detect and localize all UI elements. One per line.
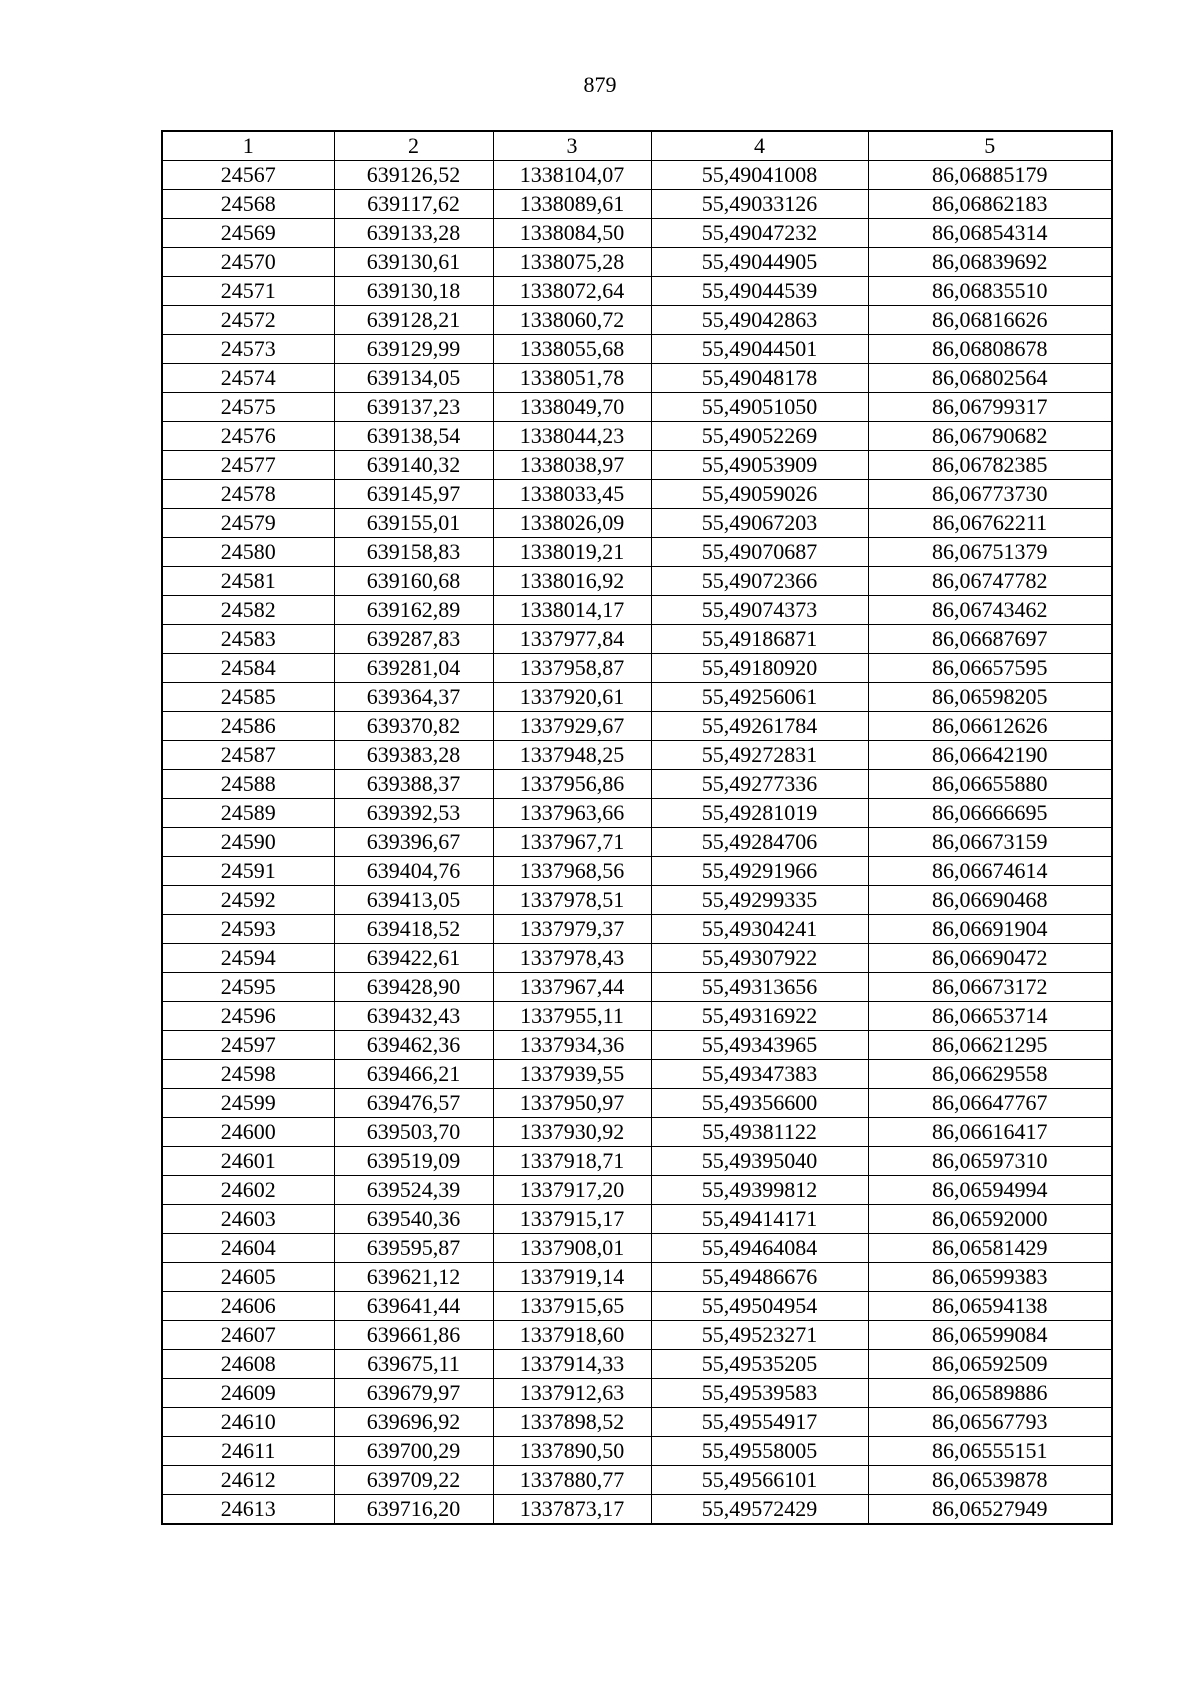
x-coordinate-cell: 639524,39 xyxy=(334,1176,493,1205)
y-coordinate-cell: 1338014,17 xyxy=(493,596,651,625)
table-row xyxy=(162,1321,1112,1350)
point-number-cell: 24599 xyxy=(162,1089,334,1118)
table-row xyxy=(162,828,1112,857)
point-number-cell: 24607 xyxy=(162,1321,334,1350)
table-row xyxy=(162,1466,1112,1495)
point-number-cell: 24589 xyxy=(162,799,334,828)
point-number-cell: 24597 xyxy=(162,1031,334,1060)
point-number-cell: 24575 xyxy=(162,393,334,422)
latitude-cell: 55,49070687 xyxy=(651,538,868,567)
longitude-cell: 86,06589886 xyxy=(868,1379,1112,1408)
table-row xyxy=(162,973,1112,1002)
y-coordinate-cell: 1337978,43 xyxy=(493,944,651,973)
y-coordinate-cell: 1337939,55 xyxy=(493,1060,651,1089)
longitude-cell: 86,06629558 xyxy=(868,1060,1112,1089)
y-coordinate-cell: 1338055,68 xyxy=(493,335,651,364)
point-number-cell: 24594 xyxy=(162,944,334,973)
point-number-cell: 24581 xyxy=(162,567,334,596)
x-coordinate-cell: 639370,82 xyxy=(334,712,493,741)
point-number-cell: 24585 xyxy=(162,683,334,712)
x-coordinate-cell: 639503,70 xyxy=(334,1118,493,1147)
y-coordinate-cell: 1337917,20 xyxy=(493,1176,651,1205)
table-row xyxy=(162,1263,1112,1292)
longitude-cell: 86,06673159 xyxy=(868,828,1112,857)
point-number-cell: 24591 xyxy=(162,857,334,886)
longitude-cell: 86,06555151 xyxy=(868,1437,1112,1466)
y-coordinate-cell: 1338044,23 xyxy=(493,422,651,451)
latitude-cell: 55,49051050 xyxy=(651,393,868,422)
y-coordinate-cell: 1337918,60 xyxy=(493,1321,651,1350)
y-coordinate-cell: 1337929,67 xyxy=(493,712,651,741)
point-number-cell: 24610 xyxy=(162,1408,334,1437)
x-coordinate-cell: 639709,22 xyxy=(334,1466,493,1495)
point-number-cell: 24600 xyxy=(162,1118,334,1147)
latitude-cell: 55,49464084 xyxy=(651,1234,868,1263)
x-coordinate-cell: 639428,90 xyxy=(334,973,493,1002)
y-coordinate-cell: 1338089,61 xyxy=(493,190,651,219)
longitude-cell: 86,06799317 xyxy=(868,393,1112,422)
longitude-cell: 86,06598205 xyxy=(868,683,1112,712)
x-coordinate-cell: 639422,61 xyxy=(334,944,493,973)
y-coordinate-cell: 1337958,87 xyxy=(493,654,651,683)
table-row xyxy=(162,1350,1112,1379)
longitude-cell: 86,06592509 xyxy=(868,1350,1112,1379)
x-coordinate-cell: 639129,99 xyxy=(334,335,493,364)
x-coordinate-cell: 639396,67 xyxy=(334,828,493,857)
longitude-cell: 86,06751379 xyxy=(868,538,1112,567)
latitude-cell: 55,49180920 xyxy=(651,654,868,683)
point-number-cell: 24596 xyxy=(162,1002,334,1031)
point-number-cell: 24588 xyxy=(162,770,334,799)
y-coordinate-cell: 1337912,63 xyxy=(493,1379,651,1408)
latitude-cell: 55,49044539 xyxy=(651,277,868,306)
x-coordinate-cell: 639160,68 xyxy=(334,567,493,596)
x-coordinate-cell: 639138,54 xyxy=(334,422,493,451)
table-row xyxy=(162,1060,1112,1089)
table-row xyxy=(162,1147,1112,1176)
x-coordinate-cell: 639388,37 xyxy=(334,770,493,799)
x-coordinate-cell: 639137,23 xyxy=(334,393,493,422)
x-coordinate-cell: 639128,21 xyxy=(334,306,493,335)
y-coordinate-cell: 1337915,17 xyxy=(493,1205,651,1234)
x-coordinate-cell: 639476,57 xyxy=(334,1089,493,1118)
point-number-cell: 24603 xyxy=(162,1205,334,1234)
longitude-cell: 86,06539878 xyxy=(868,1466,1112,1495)
longitude-cell: 86,06599383 xyxy=(868,1263,1112,1292)
x-coordinate-cell: 639383,28 xyxy=(334,741,493,770)
table-row xyxy=(162,1437,1112,1466)
x-coordinate-cell: 639462,36 xyxy=(334,1031,493,1060)
latitude-cell: 55,49047232 xyxy=(651,219,868,248)
latitude-cell: 55,49486676 xyxy=(651,1263,868,1292)
x-coordinate-cell: 639155,01 xyxy=(334,509,493,538)
column-header-1: 1 xyxy=(162,131,334,161)
latitude-cell: 55,49044501 xyxy=(651,335,868,364)
table-row xyxy=(162,306,1112,335)
latitude-cell: 55,49313656 xyxy=(651,973,868,1002)
table-row xyxy=(162,1495,1112,1525)
point-number-cell: 24613 xyxy=(162,1495,334,1525)
table-row xyxy=(162,712,1112,741)
y-coordinate-cell: 1337979,37 xyxy=(493,915,651,944)
point-number-cell: 24571 xyxy=(162,277,334,306)
x-coordinate-cell: 639679,97 xyxy=(334,1379,493,1408)
point-number-cell: 24587 xyxy=(162,741,334,770)
x-coordinate-cell: 639466,21 xyxy=(334,1060,493,1089)
point-number-cell: 24606 xyxy=(162,1292,334,1321)
x-coordinate-cell: 639281,04 xyxy=(334,654,493,683)
table-row xyxy=(162,219,1112,248)
y-coordinate-cell: 1337955,11 xyxy=(493,1002,651,1031)
x-coordinate-cell: 639675,11 xyxy=(334,1350,493,1379)
point-number-cell: 24573 xyxy=(162,335,334,364)
y-coordinate-cell: 1338026,09 xyxy=(493,509,651,538)
x-coordinate-cell: 639700,29 xyxy=(334,1437,493,1466)
latitude-cell: 55,49041008 xyxy=(651,161,868,190)
longitude-cell: 86,06743462 xyxy=(868,596,1112,625)
table-row xyxy=(162,1031,1112,1060)
point-number-cell: 24572 xyxy=(162,306,334,335)
x-coordinate-cell: 639364,37 xyxy=(334,683,493,712)
latitude-cell: 55,49053909 xyxy=(651,451,868,480)
longitude-cell: 86,06621295 xyxy=(868,1031,1112,1060)
table-row xyxy=(162,857,1112,886)
point-number-cell: 24580 xyxy=(162,538,334,567)
table-row xyxy=(162,1408,1112,1437)
x-coordinate-cell: 639126,52 xyxy=(334,161,493,190)
point-number-cell: 24601 xyxy=(162,1147,334,1176)
y-coordinate-cell: 1337930,92 xyxy=(493,1118,651,1147)
y-coordinate-cell: 1338049,70 xyxy=(493,393,651,422)
table-row xyxy=(162,248,1112,277)
y-coordinate-cell: 1337915,65 xyxy=(493,1292,651,1321)
point-number-cell: 24578 xyxy=(162,480,334,509)
column-header-2: 2 xyxy=(334,131,493,161)
table-row xyxy=(162,596,1112,625)
longitude-cell: 86,06674614 xyxy=(868,857,1112,886)
x-coordinate-cell: 639621,12 xyxy=(334,1263,493,1292)
table-row xyxy=(162,567,1112,596)
latitude-cell: 55,49048178 xyxy=(651,364,868,393)
x-coordinate-cell: 639134,05 xyxy=(334,364,493,393)
x-coordinate-cell: 639519,09 xyxy=(334,1147,493,1176)
longitude-cell: 86,06687697 xyxy=(868,625,1112,654)
table-row xyxy=(162,1176,1112,1205)
latitude-cell: 55,49535205 xyxy=(651,1350,868,1379)
table-row xyxy=(162,886,1112,915)
column-header-4: 4 xyxy=(651,131,868,161)
point-number-cell: 24570 xyxy=(162,248,334,277)
table-row xyxy=(162,683,1112,712)
longitude-cell: 86,06647767 xyxy=(868,1089,1112,1118)
table-row xyxy=(162,799,1112,828)
y-coordinate-cell: 1338075,28 xyxy=(493,248,651,277)
latitude-cell: 55,49256061 xyxy=(651,683,868,712)
longitude-cell: 86,06835510 xyxy=(868,277,1112,306)
table-row xyxy=(162,1118,1112,1147)
point-number-cell: 24611 xyxy=(162,1437,334,1466)
table-row xyxy=(162,538,1112,567)
table-row xyxy=(162,335,1112,364)
latitude-cell: 55,49186871 xyxy=(651,625,868,654)
longitude-cell: 86,06839692 xyxy=(868,248,1112,277)
point-number-cell: 24569 xyxy=(162,219,334,248)
latitude-cell: 55,49347383 xyxy=(651,1060,868,1089)
latitude-cell: 55,49052269 xyxy=(651,422,868,451)
x-coordinate-cell: 639158,83 xyxy=(334,538,493,567)
table-row xyxy=(162,1205,1112,1234)
longitude-cell: 86,06673172 xyxy=(868,973,1112,1002)
longitude-cell: 86,06816626 xyxy=(868,306,1112,335)
latitude-cell: 55,49356600 xyxy=(651,1089,868,1118)
point-number-cell: 24602 xyxy=(162,1176,334,1205)
x-coordinate-cell: 639287,83 xyxy=(334,625,493,654)
latitude-cell: 55,49304241 xyxy=(651,915,868,944)
longitude-cell: 86,06885179 xyxy=(868,161,1112,190)
latitude-cell: 55,49558005 xyxy=(651,1437,868,1466)
longitude-cell: 86,06691904 xyxy=(868,915,1112,944)
point-number-cell: 24586 xyxy=(162,712,334,741)
point-number-cell: 24582 xyxy=(162,596,334,625)
table-row xyxy=(162,509,1112,538)
table-row xyxy=(162,1292,1112,1321)
latitude-cell: 55,49042863 xyxy=(651,306,868,335)
y-coordinate-cell: 1338104,07 xyxy=(493,161,651,190)
y-coordinate-cell: 1338084,50 xyxy=(493,219,651,248)
longitude-cell: 86,06666695 xyxy=(868,799,1112,828)
latitude-cell: 55,49414171 xyxy=(651,1205,868,1234)
longitude-cell: 86,06655880 xyxy=(868,770,1112,799)
longitude-cell: 86,06599084 xyxy=(868,1321,1112,1350)
longitude-cell: 86,06597310 xyxy=(868,1147,1112,1176)
latitude-cell: 55,49074373 xyxy=(651,596,868,625)
longitude-cell: 86,06747782 xyxy=(868,567,1112,596)
coordinates-table xyxy=(161,130,1113,1525)
point-number-cell: 24574 xyxy=(162,364,334,393)
latitude-cell: 55,49072366 xyxy=(651,567,868,596)
point-number-cell: 24608 xyxy=(162,1350,334,1379)
latitude-cell: 55,49539583 xyxy=(651,1379,868,1408)
table-row xyxy=(162,451,1112,480)
point-number-cell: 24605 xyxy=(162,1263,334,1292)
point-number-cell: 24577 xyxy=(162,451,334,480)
y-coordinate-cell: 1337908,01 xyxy=(493,1234,651,1263)
longitude-cell: 86,06616417 xyxy=(868,1118,1112,1147)
latitude-cell: 55,49277336 xyxy=(651,770,868,799)
point-number-cell: 24583 xyxy=(162,625,334,654)
latitude-cell: 55,49343965 xyxy=(651,1031,868,1060)
latitude-cell: 55,49572429 xyxy=(651,1495,868,1525)
longitude-cell: 86,06690468 xyxy=(868,886,1112,915)
x-coordinate-cell: 639130,18 xyxy=(334,277,493,306)
point-number-cell: 24579 xyxy=(162,509,334,538)
x-coordinate-cell: 639432,43 xyxy=(334,1002,493,1031)
table-body xyxy=(162,161,1112,1525)
y-coordinate-cell: 1337956,86 xyxy=(493,770,651,799)
latitude-cell: 55,49033126 xyxy=(651,190,868,219)
latitude-cell: 55,49307922 xyxy=(651,944,868,973)
longitude-cell: 86,06592000 xyxy=(868,1205,1112,1234)
longitude-cell: 86,06581429 xyxy=(868,1234,1112,1263)
table-row xyxy=(162,277,1112,306)
y-coordinate-cell: 1337977,84 xyxy=(493,625,651,654)
latitude-cell: 55,49291966 xyxy=(651,857,868,886)
page-number: 879 xyxy=(583,72,617,97)
longitude-cell: 86,06773730 xyxy=(868,480,1112,509)
table-row xyxy=(162,625,1112,654)
longitude-cell: 86,06653714 xyxy=(868,1002,1112,1031)
point-number-cell: 24593 xyxy=(162,915,334,944)
longitude-cell: 86,06782385 xyxy=(868,451,1112,480)
y-coordinate-cell: 1337950,97 xyxy=(493,1089,651,1118)
latitude-cell: 55,49299335 xyxy=(651,886,868,915)
x-coordinate-cell: 639133,28 xyxy=(334,219,493,248)
point-number-cell: 24595 xyxy=(162,973,334,1002)
x-coordinate-cell: 639641,44 xyxy=(334,1292,493,1321)
longitude-cell: 86,06854314 xyxy=(868,219,1112,248)
point-number-cell: 24590 xyxy=(162,828,334,857)
latitude-cell: 55,49059026 xyxy=(651,480,868,509)
x-coordinate-cell: 639716,20 xyxy=(334,1495,493,1525)
y-coordinate-cell: 1337880,77 xyxy=(493,1466,651,1495)
y-coordinate-cell: 1337967,44 xyxy=(493,973,651,1002)
latitude-cell: 55,49566101 xyxy=(651,1466,868,1495)
latitude-cell: 55,49067203 xyxy=(651,509,868,538)
point-number-cell: 24568 xyxy=(162,190,334,219)
table-row xyxy=(162,654,1112,683)
table-row xyxy=(162,480,1112,509)
x-coordinate-cell: 639404,76 xyxy=(334,857,493,886)
longitude-cell: 86,06642190 xyxy=(868,741,1112,770)
longitude-cell: 86,06790682 xyxy=(868,422,1112,451)
latitude-cell: 55,49399812 xyxy=(651,1176,868,1205)
table-row xyxy=(162,422,1112,451)
longitude-cell: 86,06594994 xyxy=(868,1176,1112,1205)
longitude-cell: 86,06690472 xyxy=(868,944,1112,973)
table-row xyxy=(162,364,1112,393)
latitude-cell: 55,49554917 xyxy=(651,1408,868,1437)
x-coordinate-cell: 639540,36 xyxy=(334,1205,493,1234)
longitude-cell: 86,06862183 xyxy=(868,190,1112,219)
table-row xyxy=(162,1234,1112,1263)
longitude-cell: 86,06802564 xyxy=(868,364,1112,393)
x-coordinate-cell: 639162,89 xyxy=(334,596,493,625)
x-coordinate-cell: 639418,52 xyxy=(334,915,493,944)
table-row xyxy=(162,915,1112,944)
x-coordinate-cell: 639130,61 xyxy=(334,248,493,277)
y-coordinate-cell: 1337920,61 xyxy=(493,683,651,712)
y-coordinate-cell: 1337873,17 xyxy=(493,1495,651,1525)
table-row xyxy=(162,190,1112,219)
point-number-cell: 24567 xyxy=(162,161,334,190)
y-coordinate-cell: 1337948,25 xyxy=(493,741,651,770)
y-coordinate-cell: 1338060,72 xyxy=(493,306,651,335)
table-row xyxy=(162,770,1112,799)
y-coordinate-cell: 1337978,51 xyxy=(493,886,651,915)
x-coordinate-cell: 639661,86 xyxy=(334,1321,493,1350)
table-row xyxy=(162,161,1112,190)
longitude-cell: 86,06527949 xyxy=(868,1495,1112,1525)
latitude-cell: 55,49284706 xyxy=(651,828,868,857)
latitude-cell: 55,49523271 xyxy=(651,1321,868,1350)
y-coordinate-cell: 1337914,33 xyxy=(493,1350,651,1379)
point-number-cell: 24584 xyxy=(162,654,334,683)
table-row xyxy=(162,393,1112,422)
latitude-cell: 55,49381122 xyxy=(651,1118,868,1147)
latitude-cell: 55,49044905 xyxy=(651,248,868,277)
table-row xyxy=(162,1089,1112,1118)
y-coordinate-cell: 1338051,78 xyxy=(493,364,651,393)
y-coordinate-cell: 1337898,52 xyxy=(493,1408,651,1437)
latitude-cell: 55,49504954 xyxy=(651,1292,868,1321)
longitude-cell: 86,06762211 xyxy=(868,509,1112,538)
longitude-cell: 86,06567793 xyxy=(868,1408,1112,1437)
longitude-cell: 86,06808678 xyxy=(868,335,1112,364)
x-coordinate-cell: 639140,32 xyxy=(334,451,493,480)
x-coordinate-cell: 639117,62 xyxy=(334,190,493,219)
latitude-cell: 55,49316922 xyxy=(651,1002,868,1031)
x-coordinate-cell: 639413,05 xyxy=(334,886,493,915)
longitude-cell: 86,06594138 xyxy=(868,1292,1112,1321)
point-number-cell: 24576 xyxy=(162,422,334,451)
table-row xyxy=(162,944,1112,973)
table-row xyxy=(162,741,1112,770)
y-coordinate-cell: 1338033,45 xyxy=(493,480,651,509)
point-number-cell: 24612 xyxy=(162,1466,334,1495)
table-row xyxy=(162,1002,1112,1031)
x-coordinate-cell: 639696,92 xyxy=(334,1408,493,1437)
point-number-cell: 24609 xyxy=(162,1379,334,1408)
table-row xyxy=(162,1379,1112,1408)
y-coordinate-cell: 1337890,50 xyxy=(493,1437,651,1466)
latitude-cell: 55,49281019 xyxy=(651,799,868,828)
y-coordinate-cell: 1338016,92 xyxy=(493,567,651,596)
y-coordinate-cell: 1338038,97 xyxy=(493,451,651,480)
point-number-cell: 24598 xyxy=(162,1060,334,1089)
y-coordinate-cell: 1338072,64 xyxy=(493,277,651,306)
table-header-row xyxy=(162,131,1112,161)
y-coordinate-cell: 1337934,36 xyxy=(493,1031,651,1060)
x-coordinate-cell: 639595,87 xyxy=(334,1234,493,1263)
point-number-cell: 24592 xyxy=(162,886,334,915)
y-coordinate-cell: 1337918,71 xyxy=(493,1147,651,1176)
y-coordinate-cell: 1337967,71 xyxy=(493,828,651,857)
y-coordinate-cell: 1337963,66 xyxy=(493,799,651,828)
longitude-cell: 86,06612626 xyxy=(868,712,1112,741)
latitude-cell: 55,49261784 xyxy=(651,712,868,741)
latitude-cell: 55,49395040 xyxy=(651,1147,868,1176)
y-coordinate-cell: 1337919,14 xyxy=(493,1263,651,1292)
column-header-3: 3 xyxy=(493,131,651,161)
y-coordinate-cell: 1338019,21 xyxy=(493,538,651,567)
x-coordinate-cell: 639392,53 xyxy=(334,799,493,828)
latitude-cell: 55,49272831 xyxy=(651,741,868,770)
column-header-5: 5 xyxy=(868,131,1112,161)
longitude-cell: 86,06657595 xyxy=(868,654,1112,683)
y-coordinate-cell: 1337968,56 xyxy=(493,857,651,886)
point-number-cell: 24604 xyxy=(162,1234,334,1263)
x-coordinate-cell: 639145,97 xyxy=(334,480,493,509)
